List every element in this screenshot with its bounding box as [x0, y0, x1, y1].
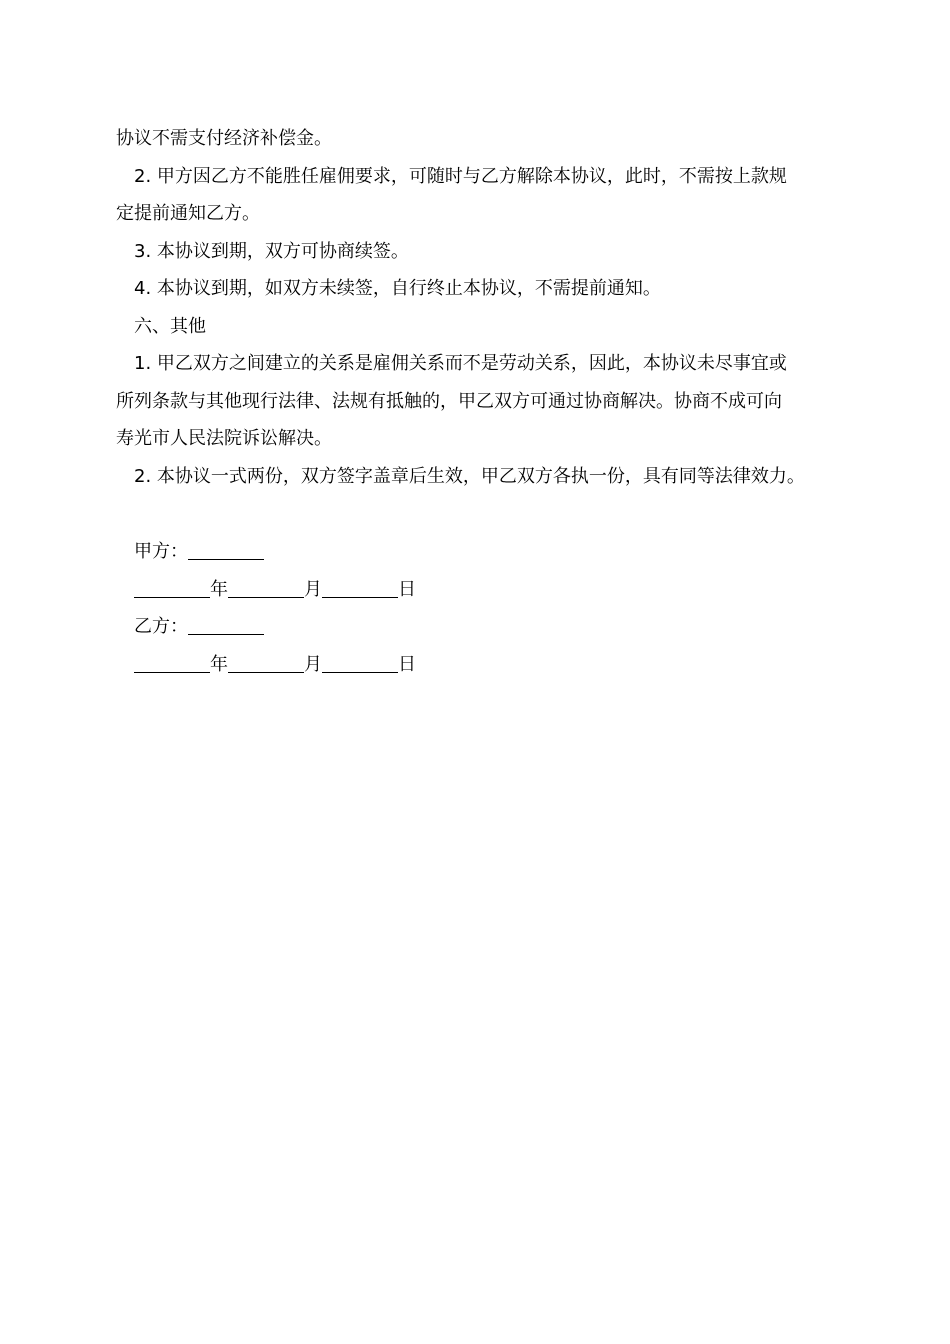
document-body — [116, 120, 838, 683]
clause-5-2-line-2: 定提前通知乙方。 — [116, 203, 260, 224]
clause-5-2-line-1: 2. 甲方因乙方不能胜任雇佣要求，可随时与乙方解除本协议，此时，不需按上款规 — [134, 165, 787, 187]
party-b-date-row — [116, 646, 838, 684]
year-label: 年 — [210, 578, 228, 600]
clause-6-2: 2. 本协议一式两份，双方签字盖章后生效，甲乙双方各执一份，具有同等法律效力。 — [134, 465, 805, 487]
party-a-date-row — [116, 571, 838, 609]
party-a-signature-row — [116, 533, 838, 571]
party-b-signature-row — [116, 608, 838, 646]
party-b-day-blank[interactable] — [322, 650, 398, 673]
party-b-name-blank[interactable] — [188, 612, 264, 635]
month-label: 月 — [304, 578, 322, 600]
month-label: 月 — [304, 653, 322, 675]
clause-5-3: 3. 本协议到期，双方可协商续签。 — [134, 240, 409, 262]
year-label: 年 — [210, 653, 228, 675]
section-heading-other: 六、其他 — [134, 315, 206, 337]
party-b-year-blank[interactable] — [134, 650, 210, 673]
party-a-name-blank[interactable] — [188, 537, 264, 560]
party-a-year-blank[interactable] — [134, 575, 210, 598]
party-a-day-blank[interactable] — [322, 575, 398, 598]
clause-6-1-line-1: 1. 甲乙双方之间建立的关系是雇佣关系而不是劳动关系，因此，本协议未尽事宜或 — [134, 353, 787, 374]
paragraph-line: 协议不需支付经济补偿金。 — [116, 128, 332, 149]
party-a-month-blank[interactable] — [228, 575, 304, 598]
party-a-label: 甲方： — [134, 541, 188, 562]
party-b-month-blank[interactable] — [228, 650, 304, 673]
clause-5-4: 4. 本协议到期，如双方未续签，自行终止本协议，不需提前通知。 — [134, 278, 661, 299]
day-label: 日 — [398, 578, 416, 600]
clause-6-1-line-2: 所列条款与其他现行法律、法规有抵触的，甲乙双方可通过协商解决。协商不成可向 — [116, 390, 782, 412]
party-b-label: 乙方： — [134, 616, 188, 637]
spacer — [116, 495, 838, 533]
day-label: 日 — [398, 653, 416, 675]
clause-6-1-line-3: 寿光市人民法院诉讼解决。 — [116, 428, 332, 449]
